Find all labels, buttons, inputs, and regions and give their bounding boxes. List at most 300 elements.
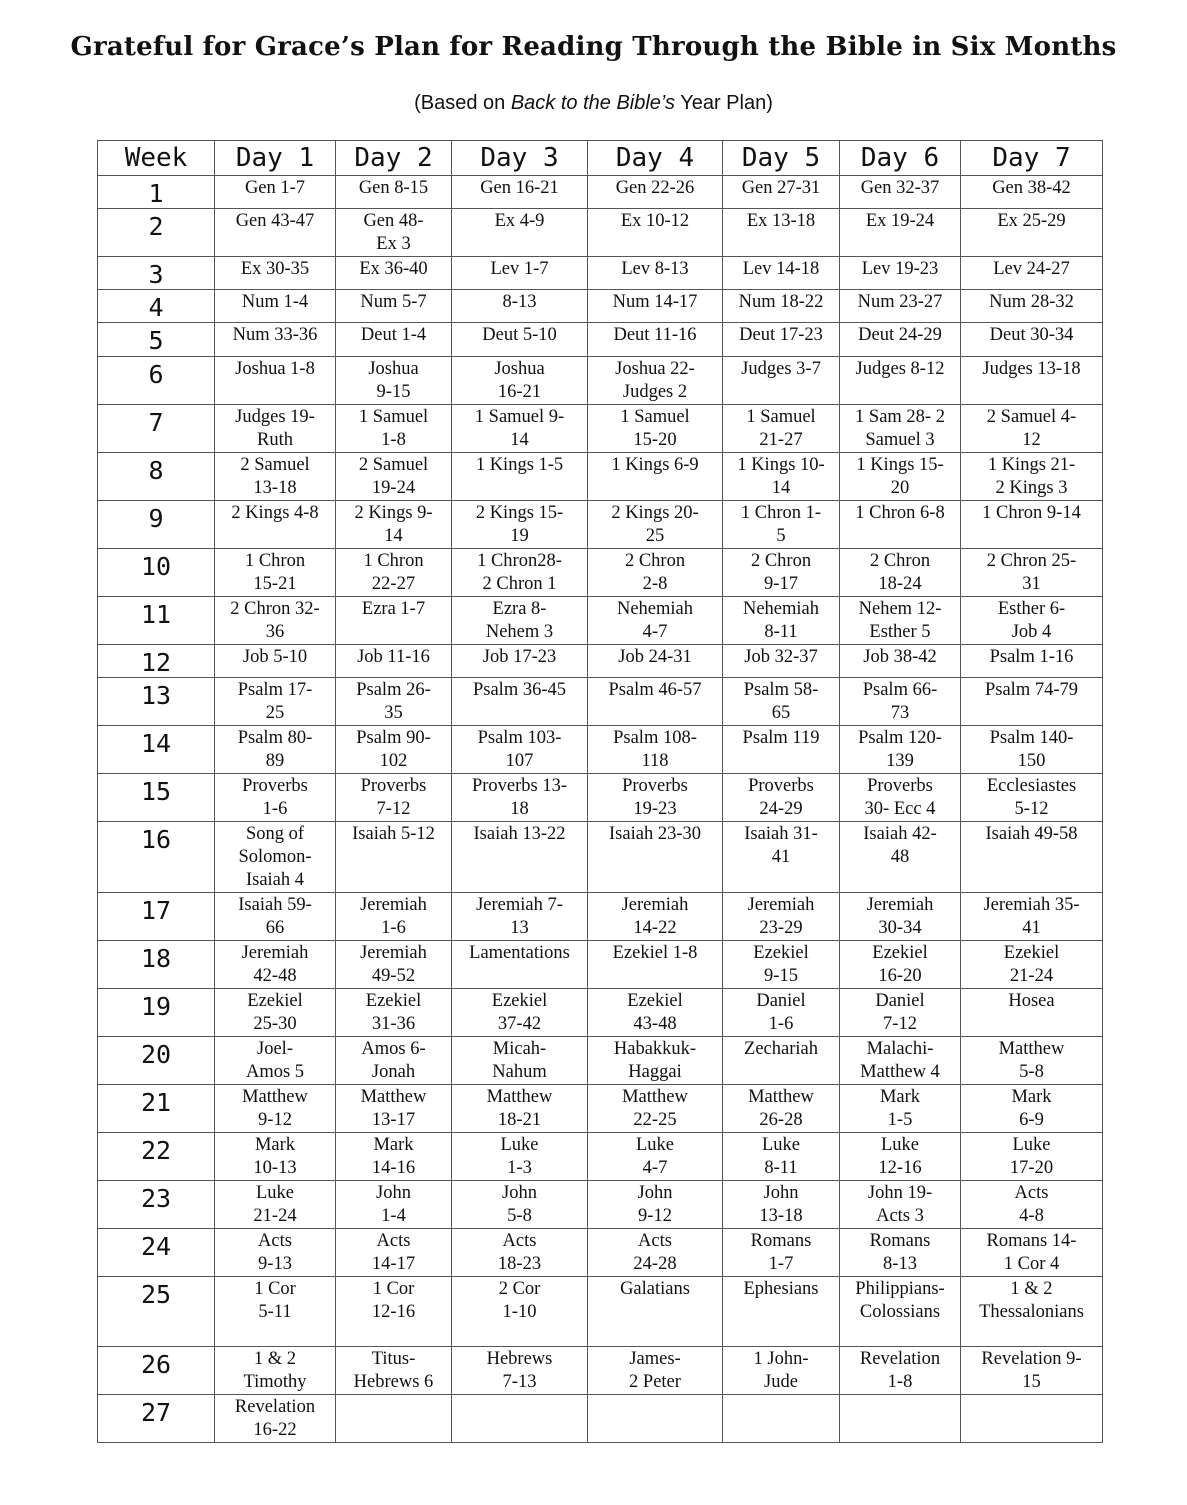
reading-text: Esther 6- xyxy=(997,599,1066,619)
reading-cell-day-3 xyxy=(452,1085,588,1133)
reading-text: 16-22 xyxy=(253,1420,297,1440)
reading-cell-day-2 xyxy=(336,176,452,209)
reading-text: John 19- xyxy=(867,1183,933,1203)
reading-cell-day-4 xyxy=(588,176,723,209)
reading-text: 5 xyxy=(776,526,786,546)
reading-text: John xyxy=(637,1183,673,1203)
reading-text: Jeremiah 7- xyxy=(476,895,563,915)
reading-text: Isaiah 31- xyxy=(744,824,818,844)
table-row xyxy=(98,501,1103,549)
reading-text: 1-6 xyxy=(381,918,406,938)
reading-text: Jeremiah xyxy=(866,895,934,915)
reading-text: Psalm 120- xyxy=(858,728,942,748)
reading-text: Ex 25-29 xyxy=(997,211,1066,231)
header-day-4: Day 4 xyxy=(588,141,723,176)
reading-cell-day-1 xyxy=(215,290,336,323)
reading-cell-day-7 xyxy=(961,323,1103,357)
reading-text: Psalm 80- xyxy=(237,728,313,748)
reading-text: 1 Kings 10- xyxy=(737,455,825,475)
table-row xyxy=(98,323,1103,357)
reading-text: Galatians xyxy=(620,1279,690,1299)
reading-text: Ezra 1-7 xyxy=(361,599,426,619)
header-day-7: Day 7 xyxy=(961,141,1103,176)
week-number: 9 xyxy=(98,501,215,549)
reading-text: 14-22 xyxy=(633,918,677,938)
week-number: 1 xyxy=(98,176,215,209)
reading-text: Zechariah xyxy=(744,1039,818,1059)
week-number: 5 xyxy=(98,323,215,357)
reading-text: 43-48 xyxy=(633,1014,677,1034)
reading-text: Ezekiel xyxy=(365,991,422,1011)
reading-text: Job 24-31 xyxy=(618,647,692,667)
reading-text: 1 Samuel xyxy=(620,407,690,427)
reading-cell-day-5 xyxy=(723,176,840,209)
reading-text: 26-28 xyxy=(759,1110,803,1130)
reading-text: Mark xyxy=(1011,1087,1052,1107)
reading-text: Judges 19- xyxy=(235,407,315,427)
reading-cell-day-5 xyxy=(723,678,840,726)
reading-text: Num 5-7 xyxy=(360,292,427,312)
week-number: 18 xyxy=(98,941,215,989)
reading-text: 31-36 xyxy=(371,1014,416,1034)
reading-text: 1-8 xyxy=(887,1372,913,1392)
reading-cell-day-3 xyxy=(452,645,588,678)
reading-text: Ex 3 xyxy=(376,234,411,254)
reading-text: 49-52 xyxy=(371,966,416,986)
table-row xyxy=(98,405,1103,453)
reading-text: Psalm 119 xyxy=(742,728,820,748)
reading-text: Joshua xyxy=(494,359,545,379)
reading-cell-day-2 xyxy=(336,597,452,645)
reading-text: 2 Samuel xyxy=(358,455,429,475)
reading-text: 2 Peter xyxy=(629,1372,681,1392)
reading-text: 1 Cor xyxy=(254,1279,296,1299)
reading-cell-day-4 xyxy=(588,209,723,257)
header-day-2: Day 2 xyxy=(336,141,452,176)
table-row xyxy=(98,1229,1103,1277)
reading-text: Acts xyxy=(1014,1183,1049,1203)
reading-cell-day-1 xyxy=(215,357,336,405)
reading-text: 23-29 xyxy=(759,918,803,938)
reading-text: Matthew xyxy=(622,1087,688,1107)
reading-cell-day-4 xyxy=(588,405,723,453)
reading-text: Psalm 26- xyxy=(356,680,431,700)
reading-text: Judges 2 xyxy=(622,382,688,402)
reading-cell-day-6 xyxy=(840,774,961,822)
reading-cell-day-1 xyxy=(215,323,336,357)
reading-text: Matthew xyxy=(242,1087,308,1107)
week-number: 25 xyxy=(98,1277,215,1347)
reading-cell-day-3 xyxy=(452,1133,588,1181)
reading-text: 30-34 xyxy=(878,918,922,938)
reading-cell-day-1 xyxy=(215,1229,336,1277)
reading-cell-day-4 xyxy=(588,822,723,893)
reading-text: 9-12 xyxy=(258,1110,292,1130)
reading-text: 1 Kings 6-9 xyxy=(611,455,699,475)
reading-text: Num 28-32 xyxy=(989,292,1074,312)
reading-cell-day-3 xyxy=(452,290,588,323)
reading-cell-day-7 xyxy=(961,726,1103,774)
reading-text: 16-21 xyxy=(497,382,542,402)
reading-text: 2 Kings 3 xyxy=(995,478,1068,498)
reading-cell-day-3 xyxy=(452,1347,588,1395)
reading-cell-day-7 xyxy=(961,1277,1103,1347)
reading-text: Job 11-16 xyxy=(357,647,430,667)
reading-text: Acts xyxy=(376,1231,411,1251)
reading-text: 36 xyxy=(265,622,285,642)
reading-text: Habakkuk- xyxy=(613,1039,697,1059)
reading-text: Num 33-36 xyxy=(232,325,318,345)
reading-cell-day-7 xyxy=(961,1395,1103,1443)
reading-text: Ephesians xyxy=(743,1279,819,1299)
reading-text: 21-24 xyxy=(253,1206,297,1226)
reading-text: John xyxy=(763,1183,799,1203)
reading-cell-day-1 xyxy=(215,645,336,678)
reading-text: Samuel 3 xyxy=(865,430,935,450)
table-row xyxy=(98,989,1103,1037)
table-row xyxy=(98,1277,1103,1347)
reading-text: 8-11 xyxy=(764,622,798,642)
reading-text: Matthew xyxy=(360,1087,427,1107)
reading-text: Ex 36-40 xyxy=(359,259,428,279)
header-row xyxy=(98,141,1103,176)
reading-cell-day-6 xyxy=(840,822,961,893)
reading-cell-day-5 xyxy=(723,1133,840,1181)
reading-text: 9-15 xyxy=(376,382,411,402)
reading-cell-day-1 xyxy=(215,405,336,453)
reading-cell-day-2 xyxy=(336,209,452,257)
reading-cell-day-1 xyxy=(215,941,336,989)
reading-cell-day-2 xyxy=(336,989,452,1037)
reading-cell-day-7 xyxy=(961,774,1103,822)
reading-cell-day-2 xyxy=(336,257,452,290)
reading-text: Proverbs xyxy=(360,776,427,796)
reading-cell-day-5 xyxy=(723,893,840,941)
reading-text: 35 xyxy=(384,703,403,723)
reading-text: Lamentations xyxy=(469,943,570,963)
reading-text: 1-10 xyxy=(502,1302,537,1322)
reading-text: Joshua 1-8 xyxy=(235,359,315,379)
reading-text: Luke xyxy=(880,1135,919,1155)
reading-text: 2 Kings 9- xyxy=(354,503,433,523)
reading-cell-day-1 xyxy=(215,989,336,1037)
table-row xyxy=(98,549,1103,597)
reading-text: Mark xyxy=(254,1135,296,1155)
table-row xyxy=(98,597,1103,645)
week-number: 19 xyxy=(98,989,215,1037)
reading-text: 7-12 xyxy=(883,1014,917,1034)
reading-text: 107 xyxy=(505,751,534,771)
reading-text: 139 xyxy=(886,751,914,771)
reading-text: Proverbs xyxy=(748,776,814,796)
reading-cell-day-6 xyxy=(840,323,961,357)
reading-text: Ecclesiastes xyxy=(986,776,1077,796)
reading-text: Gen 1-7 xyxy=(244,178,306,198)
reading-text: 1 Chron 1- xyxy=(740,503,822,523)
reading-cell-day-7 xyxy=(961,678,1103,726)
reading-text: 21-24 xyxy=(1009,966,1054,986)
reading-cell-day-2 xyxy=(336,774,452,822)
reading-text: 2-8 xyxy=(642,574,668,594)
reading-text: 4-8 xyxy=(1019,1206,1044,1226)
reading-text: Proverbs xyxy=(622,776,688,796)
reading-cell-day-6 xyxy=(840,678,961,726)
reading-text: Deut 24-29 xyxy=(858,325,942,345)
week-number: 20 xyxy=(98,1037,215,1085)
reading-cell-day-4 xyxy=(588,1133,723,1181)
reading-text: 19 xyxy=(510,526,529,546)
reading-cell-day-6 xyxy=(840,176,961,209)
reading-text: 4-7 xyxy=(642,1158,668,1178)
reading-cell-day-5 xyxy=(723,1085,840,1133)
reading-text: Luke xyxy=(500,1135,539,1155)
reading-cell-day-2 xyxy=(336,453,452,501)
reading-text: Psalm 103- xyxy=(477,728,562,748)
reading-cell-day-6 xyxy=(840,645,961,678)
reading-text: 102 xyxy=(379,751,408,771)
reading-text: 15-20 xyxy=(633,430,677,450)
reading-cell-day-7 xyxy=(961,453,1103,501)
reading-cell-day-2 xyxy=(336,893,452,941)
reading-text: 1 Samuel xyxy=(358,407,429,427)
reading-text: 2 Cor xyxy=(498,1279,541,1299)
reading-cell-day-4 xyxy=(588,290,723,323)
reading-text: Revelation 9- xyxy=(981,1349,1082,1369)
reading-text: Ezra 8- xyxy=(492,599,547,619)
reading-cell-day-5 xyxy=(723,1037,840,1085)
reading-cell-day-1 xyxy=(215,549,336,597)
table-body xyxy=(98,176,1103,1443)
reading-text: Nehemiah xyxy=(742,599,820,619)
reading-text: Ex 13-18 xyxy=(746,211,816,231)
reading-cell-day-7 xyxy=(961,1037,1103,1085)
reading-cell-day-4 xyxy=(588,323,723,357)
reading-text: Isaiah 23-30 xyxy=(609,824,701,844)
reading-cell-day-5 xyxy=(723,257,840,290)
reading-text: 1 Chron xyxy=(244,551,306,571)
reading-text: Judges 8-12 xyxy=(855,359,945,379)
week-number: 2 xyxy=(98,209,215,257)
reading-text: 1-6 xyxy=(768,1014,794,1034)
reading-text: John xyxy=(376,1183,411,1203)
reading-cell-day-1 xyxy=(215,176,336,209)
reading-text: Song of xyxy=(245,824,305,844)
reading-text: 1 Chron28- xyxy=(477,551,562,571)
reading-cell-day-7 xyxy=(961,645,1103,678)
reading-text: 9-12 xyxy=(638,1206,672,1226)
reading-text: 10-13 xyxy=(253,1158,297,1178)
reading-cell-day-1 xyxy=(215,1133,336,1181)
reading-text: 7-12 xyxy=(376,799,411,819)
reading-text: Revelation xyxy=(859,1349,941,1369)
week-number: 26 xyxy=(98,1347,215,1395)
reading-text: Romans 14- xyxy=(986,1231,1077,1251)
header-day-1: Day 1 xyxy=(215,141,336,176)
reading-text: Jude xyxy=(764,1372,798,1392)
reading-cell-day-6 xyxy=(840,726,961,774)
header-day-6: Day 6 xyxy=(840,141,961,176)
reading-text: 15 xyxy=(1022,1372,1041,1392)
reading-text: 2 Kings 20- xyxy=(611,503,699,523)
reading-text: Philippians- xyxy=(855,1279,945,1299)
reading-text: 1 Kings 15- xyxy=(856,455,944,475)
reading-cell-day-2 xyxy=(336,1037,452,1085)
reading-text: Gen 22-26 xyxy=(615,178,695,198)
reading-text: Psalm 74-79 xyxy=(984,680,1078,700)
reading-text: Daniel xyxy=(756,991,806,1011)
reading-text: Amos 5 xyxy=(245,1062,305,1082)
reading-cell-day-3 xyxy=(452,176,588,209)
header-week: Week xyxy=(98,141,215,176)
table-row xyxy=(98,176,1103,209)
reading-text: Proverbs xyxy=(867,776,933,796)
reading-text: Num 1-4 xyxy=(241,292,309,312)
reading-text: 1-6 xyxy=(262,799,288,819)
reading-text: 1 Chron 6-8 xyxy=(855,503,945,523)
reading-text: 1 Chron xyxy=(363,551,424,571)
reading-text: 1 Chron 9-14 xyxy=(982,503,1081,523)
reading-text: 66 xyxy=(265,918,285,938)
reading-text: 8-13 xyxy=(502,292,537,312)
reading-cell-day-4 xyxy=(588,1181,723,1229)
reading-text: Gen 16-21 xyxy=(480,178,559,198)
reading-text: Daniel xyxy=(875,991,925,1011)
reading-cell-day-4 xyxy=(588,726,723,774)
reading-text: 12-16 xyxy=(878,1158,922,1178)
reading-text: Ex 19-24 xyxy=(865,211,935,231)
reading-text: 31 xyxy=(1022,574,1041,594)
reading-text: Ex 30-35 xyxy=(240,259,310,279)
reading-text: 2 Chron xyxy=(624,551,686,571)
reading-text: 24-29 xyxy=(759,799,803,819)
reading-cell-day-7 xyxy=(961,209,1103,257)
reading-text: 1-4 xyxy=(381,1206,406,1226)
reading-cell-day-5 xyxy=(723,209,840,257)
reading-cell-day-2 xyxy=(336,323,452,357)
reading-text: Malachi- xyxy=(866,1039,934,1059)
reading-cell-day-5 xyxy=(723,549,840,597)
reading-text: 5-8 xyxy=(507,1206,532,1226)
reading-text: 5-12 xyxy=(1014,799,1049,819)
reading-text: Nehem 12- xyxy=(858,599,942,619)
reading-text: Matthew xyxy=(998,1039,1065,1059)
reading-cell-day-6 xyxy=(840,1037,961,1085)
reading-cell-day-6 xyxy=(840,257,961,290)
reading-text: 65 xyxy=(771,703,791,723)
reading-cell-day-5 xyxy=(723,1347,840,1395)
reading-text: 1 Sam 28- 2 xyxy=(855,407,945,427)
reading-text: Titus- xyxy=(371,1349,416,1369)
reading-cell-day-6 xyxy=(840,597,961,645)
table-row xyxy=(98,726,1103,774)
reading-cell-day-4 xyxy=(588,774,723,822)
reading-text: 1 & 2 xyxy=(1010,1279,1053,1299)
reading-cell-day-3 xyxy=(452,1229,588,1277)
table-row xyxy=(98,893,1103,941)
reading-text: Deut 17-23 xyxy=(739,325,823,345)
reading-text: 1-5 xyxy=(887,1110,913,1130)
reading-text: 9-15 xyxy=(764,966,798,986)
reading-cell-day-7 xyxy=(961,176,1103,209)
reading-text: Gen 48- xyxy=(363,211,424,231)
reading-text: Ex 10-12 xyxy=(620,211,690,231)
reading-cell-day-7 xyxy=(961,1229,1103,1277)
reading-text: Mark xyxy=(879,1087,921,1107)
reading-plan-table xyxy=(97,140,1103,1443)
reading-cell-day-3 xyxy=(452,941,588,989)
reading-text: Psalm 140- xyxy=(989,728,1074,748)
reading-cell-day-6 xyxy=(840,405,961,453)
reading-text: Deut 5-10 xyxy=(482,325,557,345)
reading-cell-day-2 xyxy=(336,645,452,678)
reading-cell-day-4 xyxy=(588,1085,723,1133)
reading-text: 22-25 xyxy=(633,1110,677,1130)
table-row xyxy=(98,941,1103,989)
reading-cell-day-3 xyxy=(452,501,588,549)
reading-text: Colossians xyxy=(859,1302,941,1322)
reading-text: 2 Kings 4-8 xyxy=(231,503,319,523)
reading-text: 19-23 xyxy=(633,799,677,819)
reading-text: Psalm 17- xyxy=(237,680,313,700)
reading-cell-day-2 xyxy=(336,405,452,453)
reading-cell-day-3 xyxy=(452,1395,588,1443)
reading-text: Job 4 xyxy=(1011,622,1052,642)
reading-text: 73 xyxy=(890,703,910,723)
reading-text: 37-42 xyxy=(497,1014,542,1034)
reading-text: 15-21 xyxy=(253,574,297,594)
reading-text: 1 Cor 4 xyxy=(1003,1254,1060,1274)
reading-text: 17-20 xyxy=(1009,1158,1054,1178)
reading-text: Psalm 46-57 xyxy=(608,680,702,700)
reading-cell-day-2 xyxy=(336,1277,452,1347)
reading-text: 9-17 xyxy=(764,574,798,594)
reading-cell-day-5 xyxy=(723,989,840,1037)
reading-cell-day-5 xyxy=(723,822,840,893)
reading-cell-day-2 xyxy=(336,1229,452,1277)
reading-text: Timothy xyxy=(243,1372,307,1392)
reading-text: Ex 4-9 xyxy=(494,211,545,231)
reading-cell-day-4 xyxy=(588,1395,723,1443)
reading-text: Lev 14-18 xyxy=(742,259,820,279)
reading-text: 14-17 xyxy=(371,1254,416,1274)
reading-text: 9-13 xyxy=(258,1254,292,1274)
table-row xyxy=(98,822,1103,893)
reading-text: Luke xyxy=(255,1183,294,1203)
table-row xyxy=(98,257,1103,290)
reading-text: Psalm 90- xyxy=(356,728,431,748)
reading-text: 2 Chron xyxy=(750,551,812,571)
table-row xyxy=(98,290,1103,323)
reading-text: Job 38-42 xyxy=(863,647,937,667)
reading-cell-day-2 xyxy=(336,1395,452,1443)
reading-cell-day-3 xyxy=(452,405,588,453)
reading-text: 30- Ecc 4 xyxy=(864,799,936,819)
reading-text: Hebrews xyxy=(486,1349,553,1369)
table-row xyxy=(98,1181,1103,1229)
week-number: 6 xyxy=(98,357,215,405)
reading-text: Psalm 108- xyxy=(613,728,697,748)
reading-cell-day-1 xyxy=(215,893,336,941)
reading-cell-day-1 xyxy=(215,774,336,822)
reading-text: Ezekiel xyxy=(1003,943,1060,963)
reading-text: 4-7 xyxy=(642,622,668,642)
reading-cell-day-5 xyxy=(723,453,840,501)
reading-cell-day-3 xyxy=(452,893,588,941)
reading-text: Isaiah 42- xyxy=(863,824,937,844)
reading-cell-day-6 xyxy=(840,453,961,501)
reading-text: Num 18-22 xyxy=(738,292,824,312)
reading-text: Revelation xyxy=(234,1397,316,1417)
